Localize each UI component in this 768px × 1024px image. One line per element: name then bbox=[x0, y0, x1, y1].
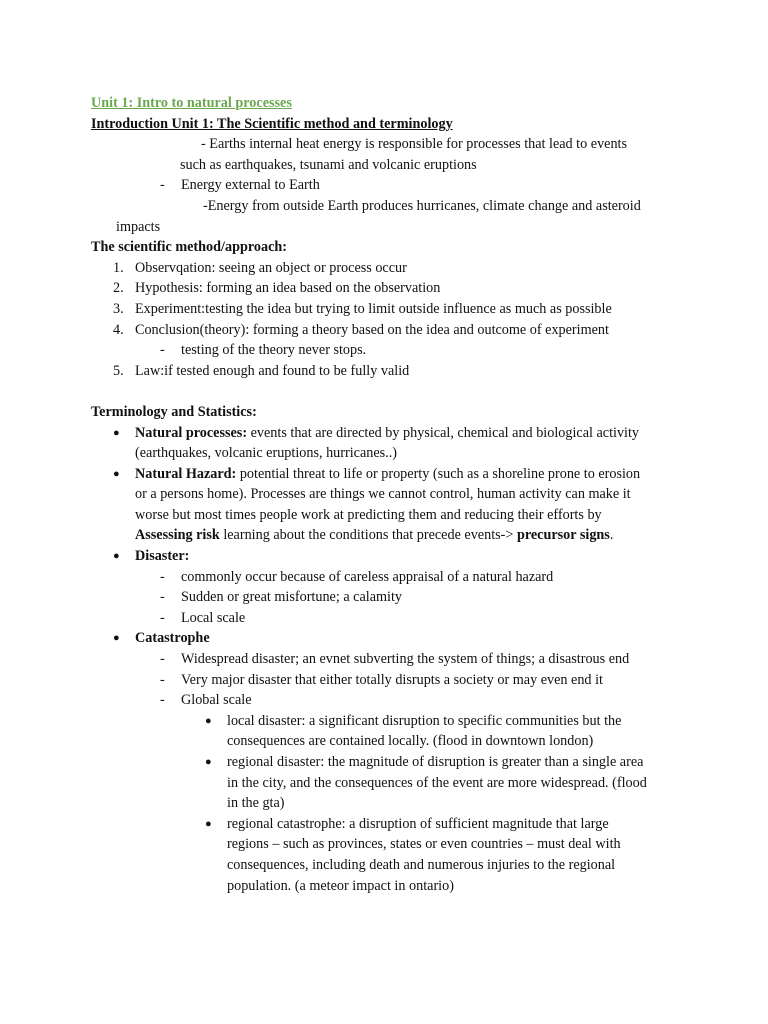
list-item bbox=[91, 340, 728, 361]
list-item-text: Very major disaster that either totally disrupts a society or may even end it bbox=[181, 671, 603, 688]
list-item-text: Widespread disaster; an evnet subverting the system of things; a disastrous end bbox=[181, 651, 630, 668]
terminology-heading: Terminology and Statistics: bbox=[91, 403, 257, 420]
sub-bullet-item bbox=[91, 752, 728, 814]
numbered-item bbox=[91, 320, 728, 341]
term-label: Assessing risk bbox=[135, 527, 220, 544]
sub-bullet-text: regions – such as provinces, states or even countries – must deal with bbox=[227, 836, 621, 853]
term-text: or a persons home). Processes are things we cannot control, human activity can make it bbox=[135, 486, 631, 503]
dash-marker: - bbox=[160, 692, 165, 709]
sub-bullet-text: consequences are contained locally. (flood in downtown london) bbox=[227, 733, 594, 750]
numbered-item bbox=[91, 299, 728, 320]
bullet-marker: ● bbox=[205, 817, 212, 830]
dash-marker: - bbox=[160, 651, 165, 668]
item-number: 4. bbox=[113, 321, 124, 338]
sub-bullet-item bbox=[91, 814, 728, 896]
term-text: (earthquakes, volcanic eruptions, hurricanes..) bbox=[135, 445, 397, 462]
dash-marker: - bbox=[160, 589, 165, 606]
numbered-item bbox=[91, 361, 728, 382]
dash-marker: - bbox=[160, 609, 165, 626]
term-label: precursor signs bbox=[516, 527, 610, 544]
bullet-item bbox=[91, 423, 728, 464]
dash-marker: - bbox=[160, 342, 165, 359]
blank-line bbox=[91, 381, 728, 402]
bullet-item bbox=[91, 628, 728, 649]
sub-bullet-item bbox=[91, 711, 728, 752]
list-item bbox=[91, 587, 728, 608]
sub-bullet-text: consequences, including death and numerous injuries to the regional bbox=[227, 856, 616, 873]
item-number: 1. bbox=[113, 259, 124, 276]
intro-line: impacts bbox=[116, 218, 161, 235]
bullet-marker: ● bbox=[113, 550, 120, 563]
list-item bbox=[91, 670, 728, 691]
term-text: events that are directed by physical, chemical and biological activity bbox=[247, 424, 640, 441]
term-label: Catastrophe bbox=[135, 630, 210, 647]
item-number: 3. bbox=[113, 300, 124, 317]
sub-bullet-text: local disaster: a significant disruption to specific communities but the bbox=[227, 712, 622, 729]
term-label: Natural Hazard: bbox=[135, 465, 237, 482]
sub-bullet-text: regional catastrophe: a disruption of sufficient magnitude that large bbox=[227, 815, 609, 832]
bullet-marker: ● bbox=[113, 426, 120, 439]
term-text: worse but most times people work at predicting them and reducing their efforts by bbox=[135, 506, 602, 523]
intro-title: Introduction Unit 1: The Scientific method and terminology bbox=[91, 115, 453, 132]
intro-line: -Energy from outside Earth produces hurricanes, climate change and asteroid bbox=[203, 197, 641, 214]
term-text: . bbox=[609, 527, 614, 544]
term-label: Natural processes: bbox=[135, 424, 248, 441]
unit-title: Unit 1: Intro to natural processes bbox=[91, 95, 292, 111]
bullet-marker: ● bbox=[205, 714, 212, 727]
bullet-marker: ● bbox=[113, 467, 120, 480]
intro-line: - Earths internal heat energy is responsible for processes that lead to events bbox=[201, 136, 628, 153]
item-text: Hypothesis: forming an idea based on the observation bbox=[135, 280, 441, 297]
bullet-marker: ● bbox=[113, 632, 120, 645]
item-text: Observqation: seeing an object or process occur bbox=[135, 259, 407, 276]
method-heading: The scientific method/approach: bbox=[91, 239, 287, 256]
list-item-text: testing of the theory never stops. bbox=[181, 342, 367, 359]
list-item bbox=[91, 690, 728, 711]
term-text: learning about the conditions that precede events-> bbox=[219, 527, 517, 544]
dash-marker: - bbox=[160, 177, 165, 194]
bullet-marker: ● bbox=[205, 756, 212, 768]
item-number: 5. bbox=[113, 362, 124, 379]
dash-marker: - bbox=[160, 568, 165, 585]
item-text: Conclusion(theory): forming a theory based on the idea and outcome of experiment bbox=[135, 321, 609, 338]
intro-line: such as earthquakes, tsunami and volcanic eruptions bbox=[180, 156, 477, 173]
list-item bbox=[91, 567, 728, 588]
item-number: 2. bbox=[113, 280, 124, 297]
list-item bbox=[91, 608, 728, 629]
list-item bbox=[91, 649, 728, 670]
numbered-item bbox=[91, 278, 728, 299]
sub-bullet-text: in the gta) bbox=[227, 795, 285, 812]
list-item bbox=[91, 175, 728, 196]
numbered-item bbox=[91, 258, 728, 279]
term-label: Disaster: bbox=[135, 548, 190, 565]
sub-bullet-text: population. (a meteor impact in ontario) bbox=[227, 877, 454, 894]
sub-bullet-text: regional disaster: the magnitude of disruption is greater than a single area bbox=[227, 754, 644, 770]
dash-marker: - bbox=[160, 671, 165, 688]
list-item-text: Global scale bbox=[181, 692, 252, 709]
item-text: Experiment:testing the idea but trying to limit outside influence as much as possible bbox=[135, 300, 612, 317]
list-item-text: Local scale bbox=[181, 609, 246, 626]
bullet-item bbox=[91, 546, 728, 567]
list-item-text: commonly occur because of careless appraisal of a natural hazard bbox=[181, 568, 554, 585]
sub-bullet-text: in the city, and the consequences of the event are more widespread. (flood bbox=[227, 774, 647, 791]
item-text: Law:if tested enough and found to be fully valid bbox=[135, 362, 410, 379]
bullet-item bbox=[91, 464, 728, 546]
list-item-text: Sudden or great misfortune; a calamity bbox=[181, 589, 403, 606]
list-item-text: Energy external to Earth bbox=[181, 177, 320, 194]
term-text: potential threat to life or property (such as a shoreline prone to erosion bbox=[236, 465, 641, 482]
